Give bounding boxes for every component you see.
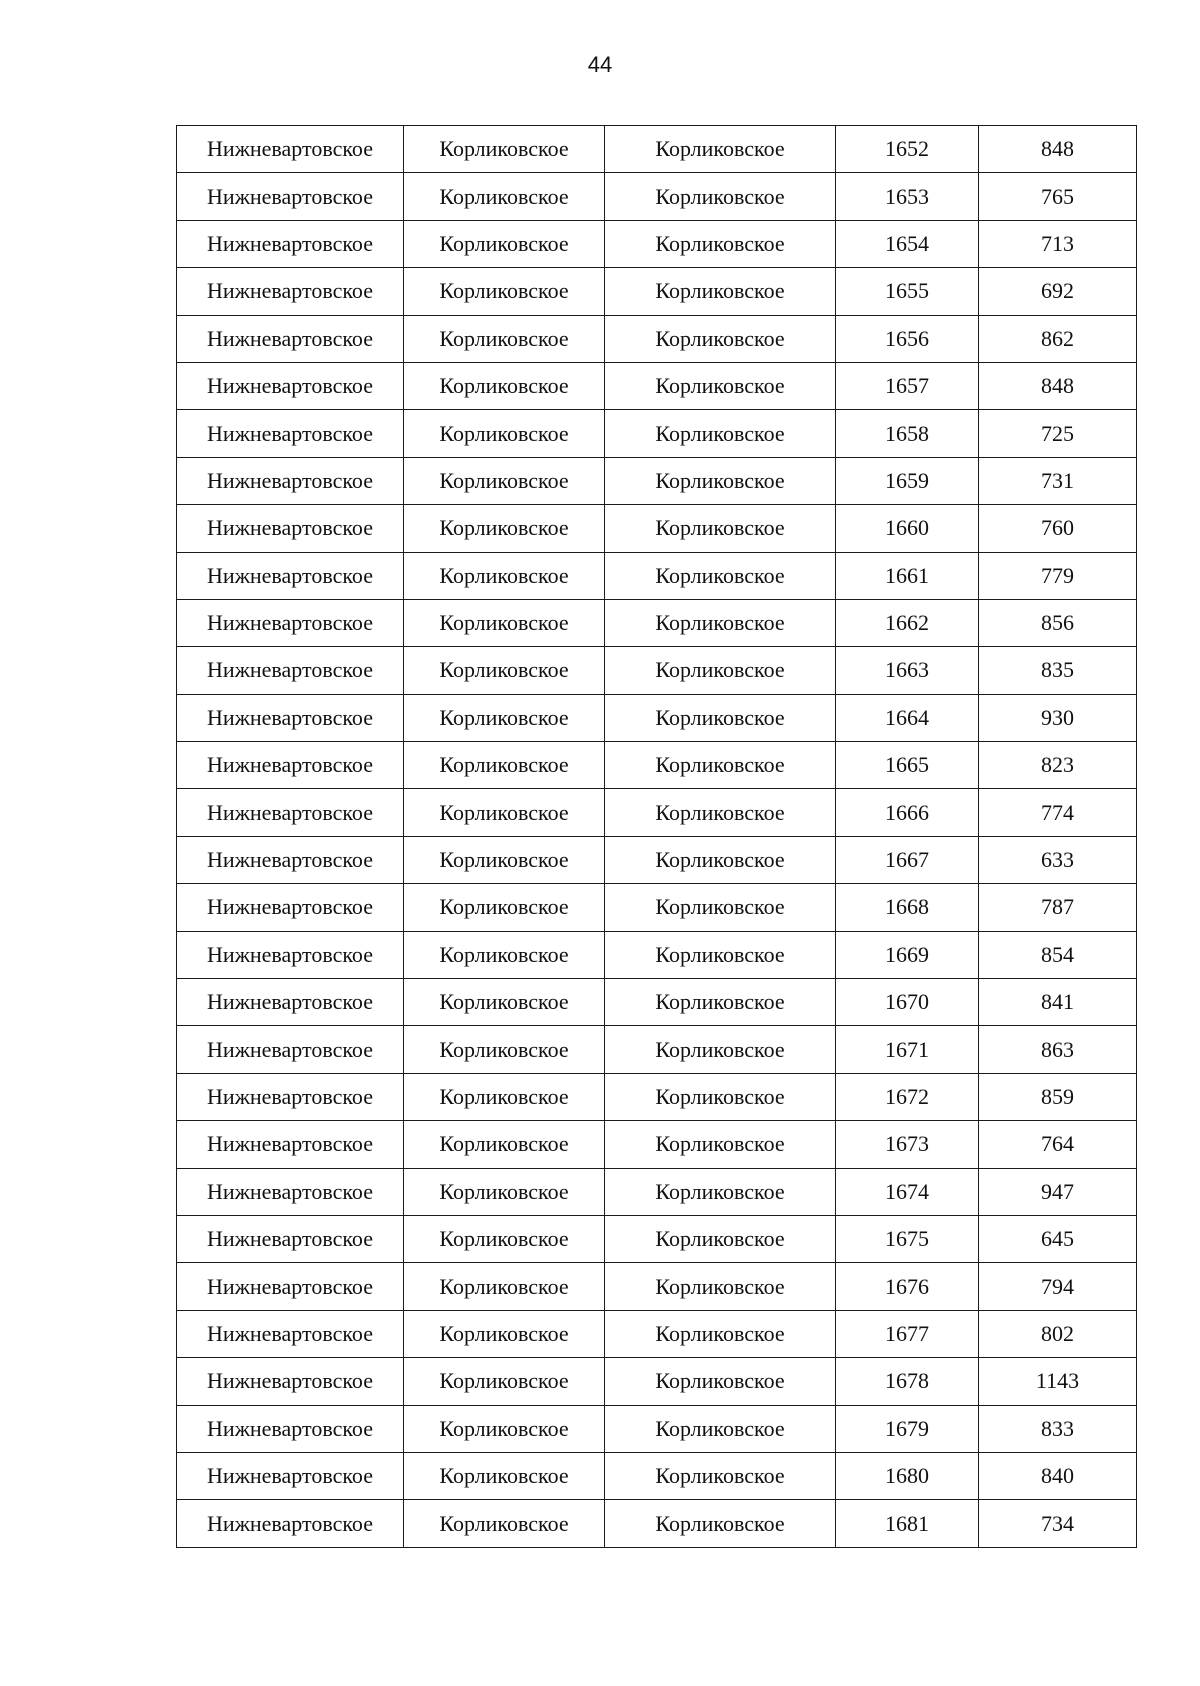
deposit-cell: Корликовское: [605, 362, 836, 409]
table-row: [177, 457, 1137, 504]
district-cell: Нижневартовское: [177, 1215, 404, 1262]
deposit-cell: Корликовское: [605, 1310, 836, 1357]
table-row: [177, 979, 1137, 1026]
table-row: [177, 694, 1137, 741]
deposit-cell: Корликовское: [605, 647, 836, 694]
number-cell: 1676: [836, 1263, 979, 1310]
field-cell: Корликовское: [404, 979, 605, 1026]
value-cell: 787: [979, 884, 1137, 931]
deposit-cell: Корликовское: [605, 173, 836, 220]
table-row: [177, 1310, 1137, 1357]
district-cell: Нижневартовское: [177, 410, 404, 457]
value-cell: 774: [979, 789, 1137, 836]
page-number: 44: [587, 52, 613, 77]
field-cell: Корликовское: [404, 1073, 605, 1120]
deposit-cell: Корликовское: [605, 268, 836, 315]
number-cell: 1659: [836, 457, 979, 504]
value-cell: 794: [979, 1263, 1137, 1310]
district-cell: Нижневартовское: [177, 742, 404, 789]
table-row: [177, 1121, 1137, 1168]
table-row: [177, 362, 1137, 409]
value-cell: 862: [979, 315, 1137, 362]
number-cell: 1656: [836, 315, 979, 362]
field-cell: Корликовское: [404, 1405, 605, 1452]
field-cell: Корликовское: [404, 220, 605, 267]
district-cell: Нижневартовское: [177, 457, 404, 504]
value-cell: 859: [979, 1073, 1137, 1120]
table-body: [177, 126, 1137, 1548]
number-cell: 1658: [836, 410, 979, 457]
district-cell: Нижневартовское: [177, 979, 404, 1026]
value-cell: 1143: [979, 1358, 1137, 1405]
deposit-cell: Корликовское: [605, 505, 836, 552]
district-cell: Нижневартовское: [177, 1500, 404, 1547]
number-cell: 1655: [836, 268, 979, 315]
table-row: [177, 126, 1137, 173]
number-cell: 1669: [836, 931, 979, 978]
value-cell: 833: [979, 1405, 1137, 1452]
field-cell: Корликовское: [404, 126, 605, 173]
value-cell: 764: [979, 1121, 1137, 1168]
value-cell: 947: [979, 1168, 1137, 1215]
deposit-cell: Корликовское: [605, 1026, 836, 1073]
district-cell: Нижневартовское: [177, 126, 404, 173]
table-row: [177, 836, 1137, 883]
deposit-cell: Корликовское: [605, 1121, 836, 1168]
deposit-cell: Корликовское: [605, 931, 836, 978]
deposit-cell: Корликовское: [605, 1215, 836, 1262]
number-cell: 1672: [836, 1073, 979, 1120]
number-cell: 1678: [836, 1358, 979, 1405]
number-cell: 1673: [836, 1121, 979, 1168]
number-cell: 1667: [836, 836, 979, 883]
value-cell: 863: [979, 1026, 1137, 1073]
district-cell: Нижневартовское: [177, 315, 404, 362]
number-cell: 1666: [836, 789, 979, 836]
field-cell: Корликовское: [404, 884, 605, 931]
table-row: [177, 599, 1137, 646]
district-cell: Нижневартовское: [177, 268, 404, 315]
value-cell: 823: [979, 742, 1137, 789]
field-cell: Корликовское: [404, 599, 605, 646]
table-row: [177, 647, 1137, 694]
field-cell: Корликовское: [404, 1500, 605, 1547]
number-cell: 1663: [836, 647, 979, 694]
table-row: [177, 505, 1137, 552]
deposit-cell: Корликовское: [605, 742, 836, 789]
value-cell: 760: [979, 505, 1137, 552]
value-cell: 930: [979, 694, 1137, 741]
number-cell: 1657: [836, 362, 979, 409]
field-cell: Корликовское: [404, 742, 605, 789]
table-row: [177, 884, 1137, 931]
deposit-cell: Корликовское: [605, 1358, 836, 1405]
table-row: [177, 1405, 1137, 1452]
deposit-cell: Корликовское: [605, 315, 836, 362]
table-row: [177, 1026, 1137, 1073]
table-row: [177, 742, 1137, 789]
table-row: [177, 1168, 1137, 1215]
number-cell: 1654: [836, 220, 979, 267]
district-cell: Нижневартовское: [177, 1121, 404, 1168]
district-cell: Нижневартовское: [177, 1168, 404, 1215]
table-row: [177, 789, 1137, 836]
number-cell: 1679: [836, 1405, 979, 1452]
value-cell: 692: [979, 268, 1137, 315]
field-cell: Корликовское: [404, 694, 605, 741]
table-row: [177, 931, 1137, 978]
field-cell: Корликовское: [404, 1263, 605, 1310]
district-cell: Нижневартовское: [177, 1358, 404, 1405]
number-cell: 1670: [836, 979, 979, 1026]
number-cell: 1661: [836, 552, 979, 599]
table-row: [177, 552, 1137, 599]
deposit-cell: Корликовское: [605, 1500, 836, 1547]
district-cell: Нижневартовское: [177, 1310, 404, 1357]
number-cell: 1652: [836, 126, 979, 173]
value-cell: 633: [979, 836, 1137, 883]
deposit-cell: Корликовское: [605, 694, 836, 741]
district-cell: Нижневартовское: [177, 1263, 404, 1310]
value-cell: 802: [979, 1310, 1137, 1357]
field-cell: Корликовское: [404, 1121, 605, 1168]
table-row: [177, 410, 1137, 457]
value-cell: 848: [979, 362, 1137, 409]
deposit-cell: Корликовское: [605, 126, 836, 173]
value-cell: 854: [979, 931, 1137, 978]
field-cell: Корликовское: [404, 1452, 605, 1499]
value-cell: 765: [979, 173, 1137, 220]
district-cell: Нижневартовское: [177, 505, 404, 552]
table-row: [177, 1215, 1137, 1262]
number-cell: 1675: [836, 1215, 979, 1262]
deposit-cell: Корликовское: [605, 836, 836, 883]
deposit-cell: Корликовское: [605, 789, 836, 836]
district-cell: Нижневартовское: [177, 931, 404, 978]
value-cell: 725: [979, 410, 1137, 457]
district-cell: Нижневартовское: [177, 1026, 404, 1073]
value-cell: 779: [979, 552, 1137, 599]
district-cell: Нижневартовское: [177, 884, 404, 931]
deposit-cell: Корликовское: [605, 552, 836, 599]
number-cell: 1662: [836, 599, 979, 646]
field-cell: Корликовское: [404, 789, 605, 836]
district-cell: Нижневартовское: [177, 694, 404, 741]
data-table: [176, 125, 1137, 1548]
district-cell: Нижневартовское: [177, 552, 404, 599]
deposit-cell: Корликовское: [605, 1405, 836, 1452]
deposit-cell: Корликовское: [605, 1452, 836, 1499]
table-row: [177, 1500, 1137, 1547]
field-cell: Корликовское: [404, 1215, 605, 1262]
table-row: [177, 315, 1137, 362]
deposit-cell: Корликовское: [605, 1168, 836, 1215]
field-cell: Корликовское: [404, 647, 605, 694]
district-cell: Нижневартовское: [177, 362, 404, 409]
field-cell: Корликовское: [404, 1358, 605, 1405]
field-cell: Корликовское: [404, 410, 605, 457]
table-row: [177, 1452, 1137, 1499]
deposit-cell: Корликовское: [605, 457, 836, 504]
field-cell: Корликовское: [404, 173, 605, 220]
deposit-cell: Корликовское: [605, 410, 836, 457]
value-cell: 645: [979, 1215, 1137, 1262]
field-cell: Корликовское: [404, 268, 605, 315]
number-cell: 1665: [836, 742, 979, 789]
district-cell: Нижневартовское: [177, 220, 404, 267]
value-cell: 835: [979, 647, 1137, 694]
field-cell: Корликовское: [404, 1310, 605, 1357]
district-cell: Нижневартовское: [177, 1405, 404, 1452]
table-row: [177, 1263, 1137, 1310]
table-row: [177, 173, 1137, 220]
table-row: [177, 1073, 1137, 1120]
district-cell: Нижневартовское: [177, 1073, 404, 1120]
field-cell: Корликовское: [404, 836, 605, 883]
field-cell: Корликовское: [404, 505, 605, 552]
district-cell: Нижневартовское: [177, 789, 404, 836]
deposit-cell: Корликовское: [605, 1073, 836, 1120]
table-row: [177, 268, 1137, 315]
table-row: [177, 220, 1137, 267]
district-cell: Нижневартовское: [177, 836, 404, 883]
table-row: [177, 1358, 1137, 1405]
field-cell: Корликовское: [404, 1026, 605, 1073]
district-cell: Нижневартовское: [177, 1452, 404, 1499]
district-cell: Нижневартовское: [177, 599, 404, 646]
field-cell: Корликовское: [404, 315, 605, 362]
field-cell: Корликовское: [404, 1168, 605, 1215]
district-cell: Нижневартовское: [177, 647, 404, 694]
value-cell: 848: [979, 126, 1137, 173]
number-cell: 1668: [836, 884, 979, 931]
value-cell: 841: [979, 979, 1137, 1026]
value-cell: 734: [979, 1500, 1137, 1547]
number-cell: 1680: [836, 1452, 979, 1499]
value-cell: 856: [979, 599, 1137, 646]
value-cell: 731: [979, 457, 1137, 504]
field-cell: Корликовское: [404, 931, 605, 978]
deposit-cell: Корликовское: [605, 1263, 836, 1310]
district-cell: Нижневартовское: [177, 173, 404, 220]
number-cell: 1660: [836, 505, 979, 552]
number-cell: 1677: [836, 1310, 979, 1357]
deposit-cell: Корликовское: [605, 884, 836, 931]
field-cell: Корликовское: [404, 457, 605, 504]
deposit-cell: Корликовское: [605, 220, 836, 267]
deposit-cell: Корликовское: [605, 979, 836, 1026]
field-cell: Корликовское: [404, 362, 605, 409]
deposit-cell: Корликовское: [605, 599, 836, 646]
number-cell: 1664: [836, 694, 979, 741]
number-cell: 1671: [836, 1026, 979, 1073]
number-cell: 1653: [836, 173, 979, 220]
number-cell: 1674: [836, 1168, 979, 1215]
field-cell: Корликовское: [404, 552, 605, 599]
value-cell: 713: [979, 220, 1137, 267]
number-cell: 1681: [836, 1500, 979, 1547]
value-cell: 840: [979, 1452, 1137, 1499]
